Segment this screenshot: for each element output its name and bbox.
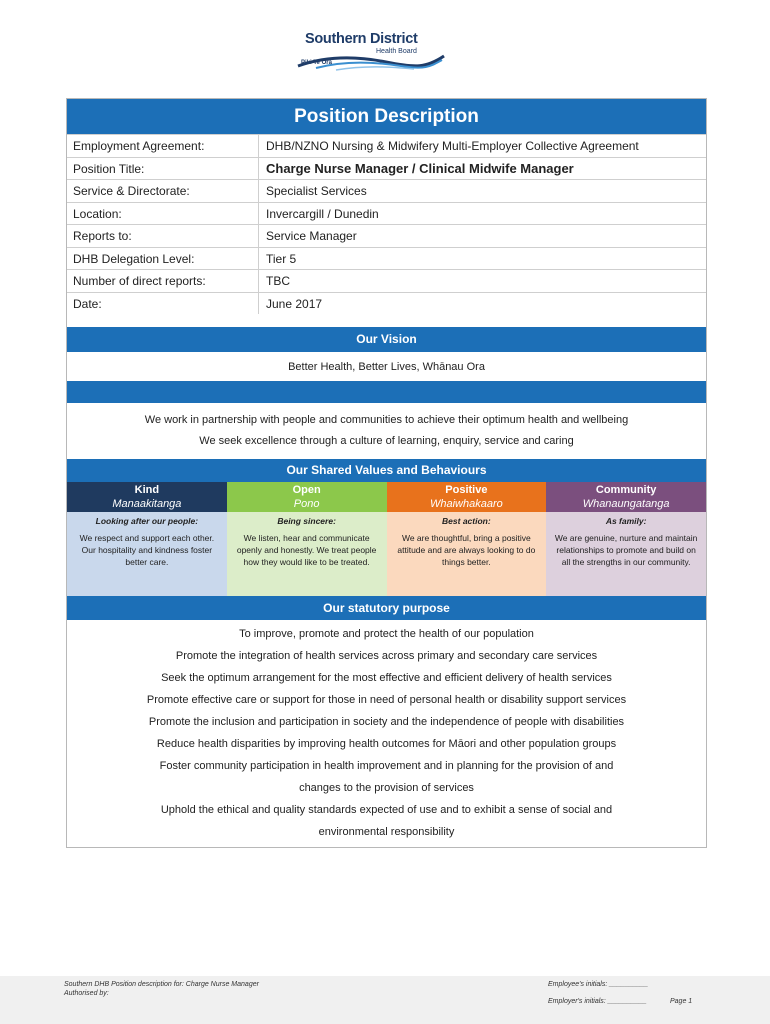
value-header-kind — [67, 482, 227, 512]
field-value: TBC — [266, 274, 290, 288]
sdhb-logo — [296, 28, 446, 72]
behaviour-text: We respect and support each other. Our hospitality and kindness foster better care. — [79, 533, 215, 567]
field-value: Specialist Services — [266, 184, 367, 198]
purpose-line: changes to the provision of services — [299, 782, 474, 794]
vision-text: Better Health, Better Lives, Whānau Ora — [288, 361, 485, 373]
purpose-line: Promote the inclusion and participation in society and the independence of people with disabilities — [148, 716, 625, 728]
field-row — [67, 202, 706, 225]
footer-employer-initials: Employer's initials: __________ — [548, 998, 647, 1005]
behaviour-text: We are thoughtful, bring a positive attitude and are always looking to do things better. — [397, 533, 536, 567]
page-footer — [0, 976, 770, 1024]
field-row — [67, 157, 706, 180]
mission-header — [67, 381, 706, 403]
field-label: Location: — [73, 206, 122, 221]
purpose-line: Seek the optimum arrangement for the most effective and efficient delivery of health services — [161, 672, 612, 684]
field-value: DHB/NZNO Nursing & Midwifery Multi-Employer Collective Agreement — [266, 139, 639, 153]
field-row — [67, 269, 706, 292]
value-name: Open — [292, 484, 321, 496]
purpose-line: To improve, promote and protect the health of our population — [239, 628, 534, 640]
footer-authorised: Authorised by: — [64, 990, 109, 997]
value-maori-name: Whanaungatanga — [582, 498, 670, 510]
field-row — [67, 247, 706, 270]
logo-subtitle: Health Board — [376, 48, 417, 55]
field-value: Charge Nurse Manager / Clinical Midwife Manager — [266, 160, 574, 176]
value-name: Kind — [134, 484, 160, 496]
behaviour-text: We listen, hear and communicate openly and honestly. We treat people how they would like to be treated. — [236, 533, 377, 567]
purpose-line: Uphold the ethical and quality standards expected of use and to exhibit a sense of social and — [160, 804, 613, 816]
value-name: Positive — [445, 484, 488, 496]
field-label: Position Title: — [73, 161, 145, 176]
purpose-line: Promote the integration of health services across primary and secondary care services — [175, 650, 598, 662]
footer-doc-name: Southern DHB Position description for: Charge Nurse Manager — [64, 981, 259, 988]
field-value: Service Manager — [266, 229, 357, 243]
logo-tagline: Piki Te Ora — [301, 60, 332, 66]
field-value: Tier 5 — [266, 251, 297, 266]
value-body-open — [227, 512, 387, 596]
value-body-positive — [387, 512, 547, 596]
value-body-community — [546, 512, 706, 596]
field-row — [67, 179, 706, 202]
purpose-line: Promote effective care or support for those in need of personal health or disability support services — [146, 694, 627, 706]
value-maori-name: Whaiwhakaaro — [429, 498, 503, 510]
field-row — [67, 134, 706, 157]
field-label: DHB Delegation Level: — [73, 251, 195, 266]
purpose-header: Our statutory purpose — [67, 596, 706, 620]
field-value: June 2017 — [266, 296, 323, 311]
values-header: Our Shared Values and Behaviours — [67, 459, 706, 482]
value-header-community — [546, 482, 706, 512]
behaviour-heading: As family: — [605, 516, 647, 526]
value-header-positive — [387, 482, 547, 512]
page-title: Position Description — [67, 99, 706, 134]
purpose-line: Foster community participation in health improvement and in planning for the provision of and — [159, 760, 614, 772]
behaviour-heading: Looking after our people: — [95, 516, 199, 526]
logo-title: Southern District — [305, 31, 418, 47]
behaviour-heading: Best action: — [442, 516, 491, 526]
field-label: Reports to: — [73, 229, 132, 243]
value-header-open — [227, 482, 387, 512]
field-label: Number of direct reports: — [73, 274, 206, 288]
field-label: Service & Directorate: — [73, 184, 190, 198]
footer-employee-initials: Employee's initials: __________ — [548, 981, 649, 988]
field-row — [67, 292, 706, 315]
footer-page-number: Page 1 — [670, 998, 693, 1005]
behaviour-heading: Being sincere: — [277, 516, 336, 526]
field-label: Employment Agreement: — [73, 139, 205, 153]
field-value: Invercargill / Dunedin — [266, 206, 379, 221]
field-label: Date: — [73, 296, 102, 311]
vision-header: Our Vision — [67, 327, 706, 352]
field-row — [67, 224, 706, 247]
value-maori-name: Manaakitanga — [112, 498, 182, 510]
behaviour-text: We are genuine, nurture and maintain relationships to promote and build on all the strengths in our community. — [554, 533, 698, 567]
purpose-line: environmental responsibility — [318, 826, 455, 838]
value-body-kind — [67, 512, 227, 596]
value-maori-name: Pono — [293, 498, 320, 510]
position-description-panel — [66, 98, 707, 848]
mission-line-2: We seek excellence through a culture of learning, enquiry, service and caring — [199, 435, 574, 447]
value-name: Community — [595, 484, 657, 496]
mission-line-1: We work in partnership with people and communities to achieve their optimum health and wellbeing — [144, 414, 629, 426]
purpose-line: Reduce health disparities by improving health outcomes for Māori and other population groups — [156, 738, 617, 750]
